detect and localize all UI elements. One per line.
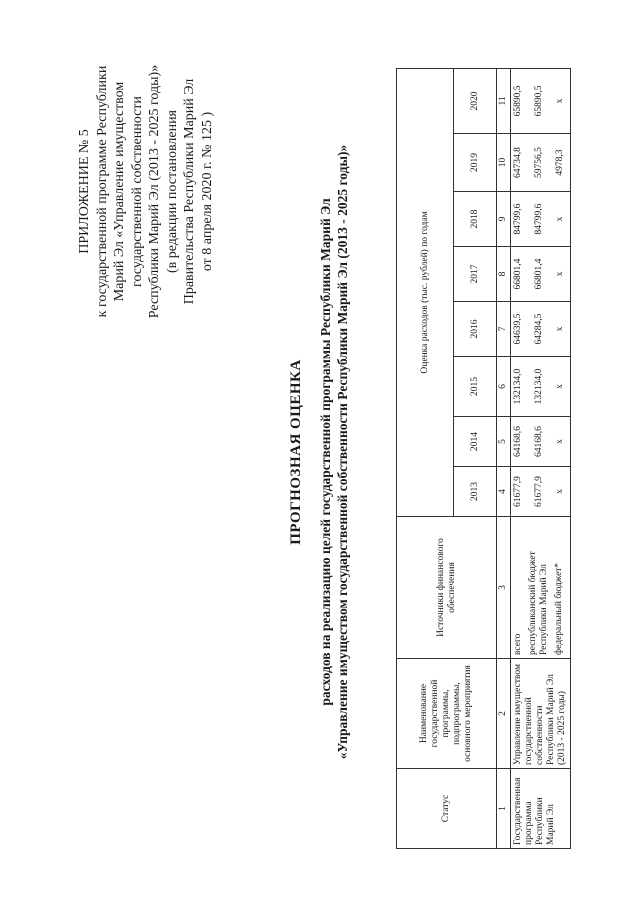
column-number: 11 [497, 68, 511, 133]
column-number: 3 [497, 517, 511, 659]
value-cell: x [555, 216, 565, 222]
status-line: Республики [535, 797, 545, 845]
column-number: 4 [497, 467, 511, 517]
header-year: 2017 [454, 247, 497, 302]
value-cell: 65890,5 [513, 85, 523, 117]
header-year: 2014 [454, 417, 497, 467]
value-cell: 84799,6 [534, 203, 544, 235]
header-year: 2013 [454, 467, 497, 517]
name-line: Республики Марий Эл [546, 674, 556, 765]
appendix-line: от 8 апреля 2020 г. № 125 ) [199, 111, 215, 272]
value-cell: 66801,4 [513, 258, 523, 290]
column-number: 7 [497, 302, 511, 357]
column-number: 9 [497, 192, 511, 247]
document-subtitle: «Управление имуществом государственной собственности Республики Марий Эл (2013 - 2025 годы)» [335, 144, 350, 760]
header-year: 2015 [454, 357, 497, 417]
value-cell: 84799,6 [513, 203, 523, 235]
header-name: Наименование государственной программы, подпрограммы, основного мероприятия [397, 659, 497, 769]
status-line: Марий Эл [546, 804, 556, 845]
value-cell: 66801,4 [534, 258, 544, 290]
value-cell: 64168,6 [534, 426, 544, 457]
expense-table [396, 68, 571, 849]
appendix-line: Марий Эл «Управление имуществом [112, 81, 127, 302]
value-cell: x [555, 384, 565, 389]
value-cell: 61677,9 [534, 476, 544, 507]
value-cell: 61677,9 [513, 476, 523, 507]
document-title: ПРОГНОЗНАЯ ОЦЕНКА [288, 359, 304, 545]
appendix-line: Правительства Республики Марий Эл [182, 78, 197, 305]
year-values-2017 [511, 247, 571, 302]
column-number: 5 [497, 417, 511, 467]
appendix-line: (в редакции постановления [164, 109, 180, 274]
header-year: 2020 [454, 68, 497, 133]
year-values-2013 [511, 467, 571, 517]
appendix-line: ПРИЛОЖЕНИЕ № 5 [77, 129, 92, 254]
value-cell: x [555, 98, 565, 104]
year-values-2020 [511, 68, 571, 133]
header-sources: Источники финансового обеспечения [397, 517, 497, 659]
row-status [511, 769, 571, 849]
column-number: 6 [497, 357, 511, 417]
column-number: 10 [497, 134, 511, 192]
source-label: республиканский бюджет Республики Марий Эл [528, 551, 549, 655]
source-label: всего [513, 633, 523, 655]
header-status: Статус [397, 769, 497, 849]
row-name [511, 659, 571, 769]
name-line: Управление имуществом [513, 663, 523, 765]
name-line: государственной [524, 697, 534, 765]
source-label: федеральный бюджет* [554, 562, 564, 655]
value-cell: 4978,3 [555, 149, 565, 176]
value-cell: 64168,6 [513, 426, 523, 457]
year-values-2015 [511, 357, 571, 417]
appendix-line: к государственной программе Республики [94, 65, 110, 318]
table-index-row [497, 68, 511, 848]
table-header-row [397, 68, 454, 848]
document-subtitle: расходов на реализацию целей государственной программы Республики Марий Эл [318, 198, 333, 706]
table-row [511, 68, 571, 848]
column-number: 8 [497, 247, 511, 302]
name-line: (2013 - 2025 годы) [557, 691, 567, 765]
year-values-2016 [511, 302, 571, 357]
value-cell: 59756,5 [534, 147, 544, 178]
value-cell: x [555, 326, 565, 332]
year-values-2019 [511, 134, 571, 192]
value-cell: x [555, 439, 565, 444]
value-cell: 132134,0 [513, 368, 523, 405]
status-line: Государственная [513, 777, 523, 845]
value-cell: 65890,5 [534, 85, 544, 117]
name-line: собственности [535, 705, 545, 765]
year-values-2018 [511, 192, 571, 247]
row-sources [511, 517, 571, 659]
value-cell: 64734,8 [513, 147, 523, 178]
column-number: 1 [497, 769, 511, 849]
column-number: 2 [497, 659, 511, 769]
status-line: программа [524, 801, 534, 845]
header-year: 2018 [454, 192, 497, 247]
value-cell: x [555, 489, 565, 494]
value-cell: x [555, 271, 565, 277]
header-estimate: Оценка расходов (тыс. рублей) по годам [397, 68, 454, 516]
header-year: 2019 [454, 134, 497, 192]
value-cell: 132134,0 [534, 368, 544, 405]
value-cell: 64284,5 [534, 313, 544, 345]
appendix-block [76, 24, 216, 359]
value-cell: 64639,5 [513, 313, 523, 345]
year-values-2014 [511, 417, 571, 467]
appendix-line: Республики Марий Эл (2013 - 2025 годы)» [147, 64, 162, 319]
document-heading [288, 0, 351, 904]
header-year: 2016 [454, 302, 497, 357]
appendix-line: государственной собственности [129, 96, 145, 287]
